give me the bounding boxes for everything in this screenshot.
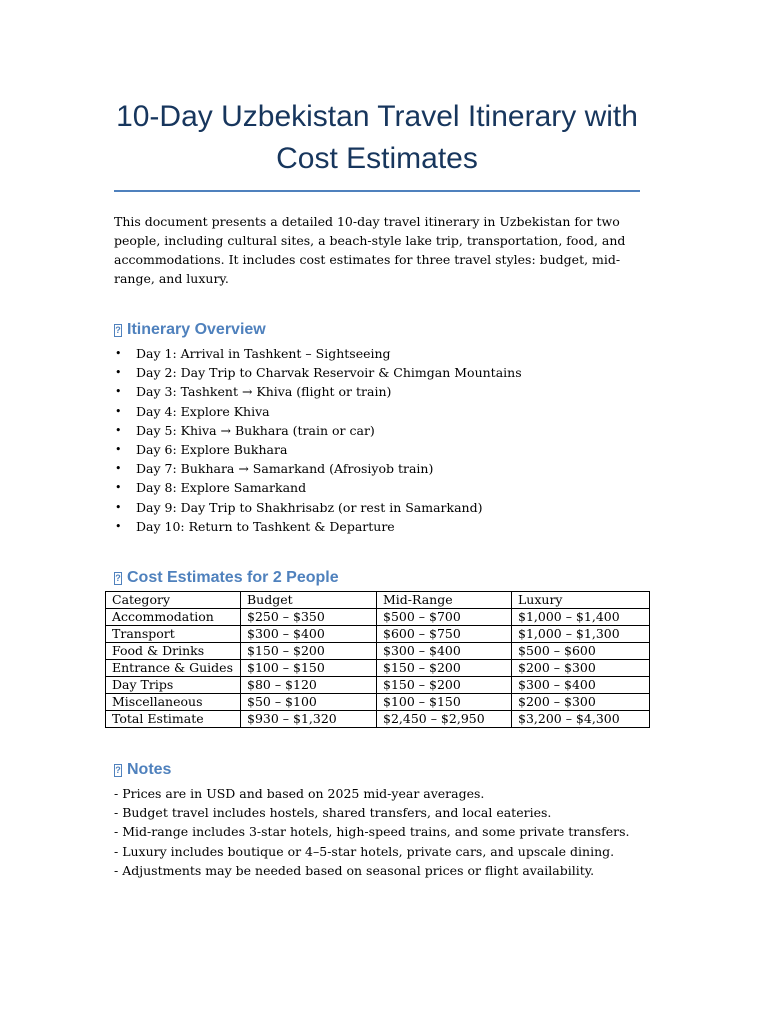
table-cell: $500 – $600 xyxy=(512,643,650,660)
table-cell: Food & Drinks xyxy=(106,643,241,660)
column-header: Mid-Range xyxy=(377,592,512,609)
bullet-icon: • xyxy=(115,481,122,495)
itinerary-list xyxy=(114,344,628,536)
table-cell: Accommodation xyxy=(106,609,241,626)
table-cell: Entrance & Guides xyxy=(106,660,241,677)
list-item: • Day 3: Tashkent → Khiva (flight or train) xyxy=(114,382,628,401)
table-cell: Transport xyxy=(106,626,241,643)
table-cell: $200 – $300 xyxy=(512,694,650,711)
bullet-icon: • xyxy=(115,500,122,514)
table-cell: $100 – $150 xyxy=(377,694,512,711)
table-cell: $600 – $750 xyxy=(377,626,512,643)
table-cell: $80 – $120 xyxy=(241,677,377,694)
note-line: - Mid-range includes 3-star hotels, high-speed trains, and some private transfers. xyxy=(114,824,630,840)
table-cell: $3,200 – $4,300 xyxy=(512,711,650,728)
bullet-icon: • xyxy=(115,423,122,437)
list-item: • Day 9: Day Trip to Shakhrisabz (or rest in Samarkand) xyxy=(114,498,628,517)
table-cell: $200 – $300 xyxy=(512,660,650,677)
column-header: Category xyxy=(106,592,241,609)
list-item: • Day 8: Explore Samarkand xyxy=(114,478,628,497)
list-item: • Day 7: Bukhara → Samarkand (Afrosiyob train) xyxy=(114,459,628,478)
title-divider xyxy=(114,190,640,192)
table-cell: $500 – $700 xyxy=(377,609,512,626)
table-row xyxy=(106,626,650,643)
table-cell: $300 – $400 xyxy=(512,677,650,694)
document-title: 10-Day Uzbekistan Travel Itinerary with Cost Estimates xyxy=(116,100,638,175)
table-row xyxy=(106,643,650,660)
list-item: • Day 6: Explore Bukhara xyxy=(114,440,628,459)
table-cell: $50 – $100 xyxy=(241,694,377,711)
list-item: • Day 4: Explore Khiva xyxy=(114,402,628,421)
table-cell: Miscellaneous xyxy=(106,694,241,711)
table-row xyxy=(106,677,650,694)
table-cell: $1,000 – $1,300 xyxy=(512,626,650,643)
missing-glyph-icon xyxy=(114,324,122,337)
bullet-icon: • xyxy=(115,404,122,418)
column-header: Budget xyxy=(241,592,377,609)
list-item: • Day 1: Arrival in Tashkent – Sightseeing xyxy=(114,344,628,363)
list-item: • Day 10: Return to Tashkent & Departure xyxy=(114,517,628,536)
table-cell: $250 – $350 xyxy=(241,609,377,626)
table-cell: $300 – $400 xyxy=(377,643,512,660)
bullet-icon: • xyxy=(115,443,122,457)
list-item: • Day 2: Day Trip to Charvak Reservoir & Chimgan Mountains xyxy=(114,363,628,382)
table-cell: Day Trips xyxy=(106,677,241,694)
missing-glyph-icon xyxy=(114,572,122,585)
table-cell: $300 – $400 xyxy=(241,626,377,643)
list-item: • Day 5: Khiva → Bukhara (train or car) xyxy=(114,421,628,440)
table-row xyxy=(106,609,650,626)
note-line: - Adjustments may be needed based on seasonal prices or flight availability. xyxy=(114,862,595,878)
notes-list xyxy=(114,784,628,880)
note-line: - Prices are in USD and based on 2025 mid-year averages. xyxy=(114,786,485,802)
costs-heading xyxy=(114,568,628,588)
bullet-icon: • xyxy=(115,347,122,360)
notes-heading-text: Notes xyxy=(127,761,172,779)
table-row xyxy=(106,694,650,711)
costs-heading-text: Cost Estimates for 2 People xyxy=(127,569,339,587)
bullet-icon: • xyxy=(115,366,122,380)
bullet-icon: • xyxy=(115,385,122,399)
column-header: Luxury xyxy=(512,592,650,609)
missing-glyph-icon xyxy=(114,764,122,777)
note-line: - Budget travel includes hostels, shared transfers, and local eateries. xyxy=(114,805,552,821)
bullet-icon: • xyxy=(115,519,122,533)
bullet-icon: • xyxy=(115,462,122,476)
table-cell: $930 – $1,320 xyxy=(241,711,377,728)
table-cell: $150 – $200 xyxy=(377,677,512,694)
table-cell: Total Estimate xyxy=(106,711,241,728)
table-cell: $2,450 – $2,950 xyxy=(377,711,512,728)
table-row xyxy=(106,711,650,728)
cost-table xyxy=(105,591,650,728)
table-cell: $1,000 – $1,400 xyxy=(512,609,650,626)
table-cell: $150 – $200 xyxy=(377,660,512,677)
intro-paragraph: This document presents a detailed 10-day travel itinerary in Uzbekistan for two people, including cultural sites, a beach-style lake trip, transportation, food, and accommodations. It includes cost estimates for three travel styles: budget, mid-range, and luxury. xyxy=(114,214,626,286)
table-cell: $100 – $150 xyxy=(241,660,377,677)
itinerary-heading-text: Itinerary Overview xyxy=(127,321,266,338)
itinerary-heading xyxy=(114,320,628,340)
table-row xyxy=(106,660,650,677)
table-cell: $150 – $200 xyxy=(241,643,377,660)
document-page xyxy=(112,0,638,880)
note-line: - Luxury includes boutique or 4–5-star hotels, private cars, and upscale dining. xyxy=(114,843,615,859)
notes-heading xyxy=(114,760,628,780)
table-header-row xyxy=(106,592,650,609)
